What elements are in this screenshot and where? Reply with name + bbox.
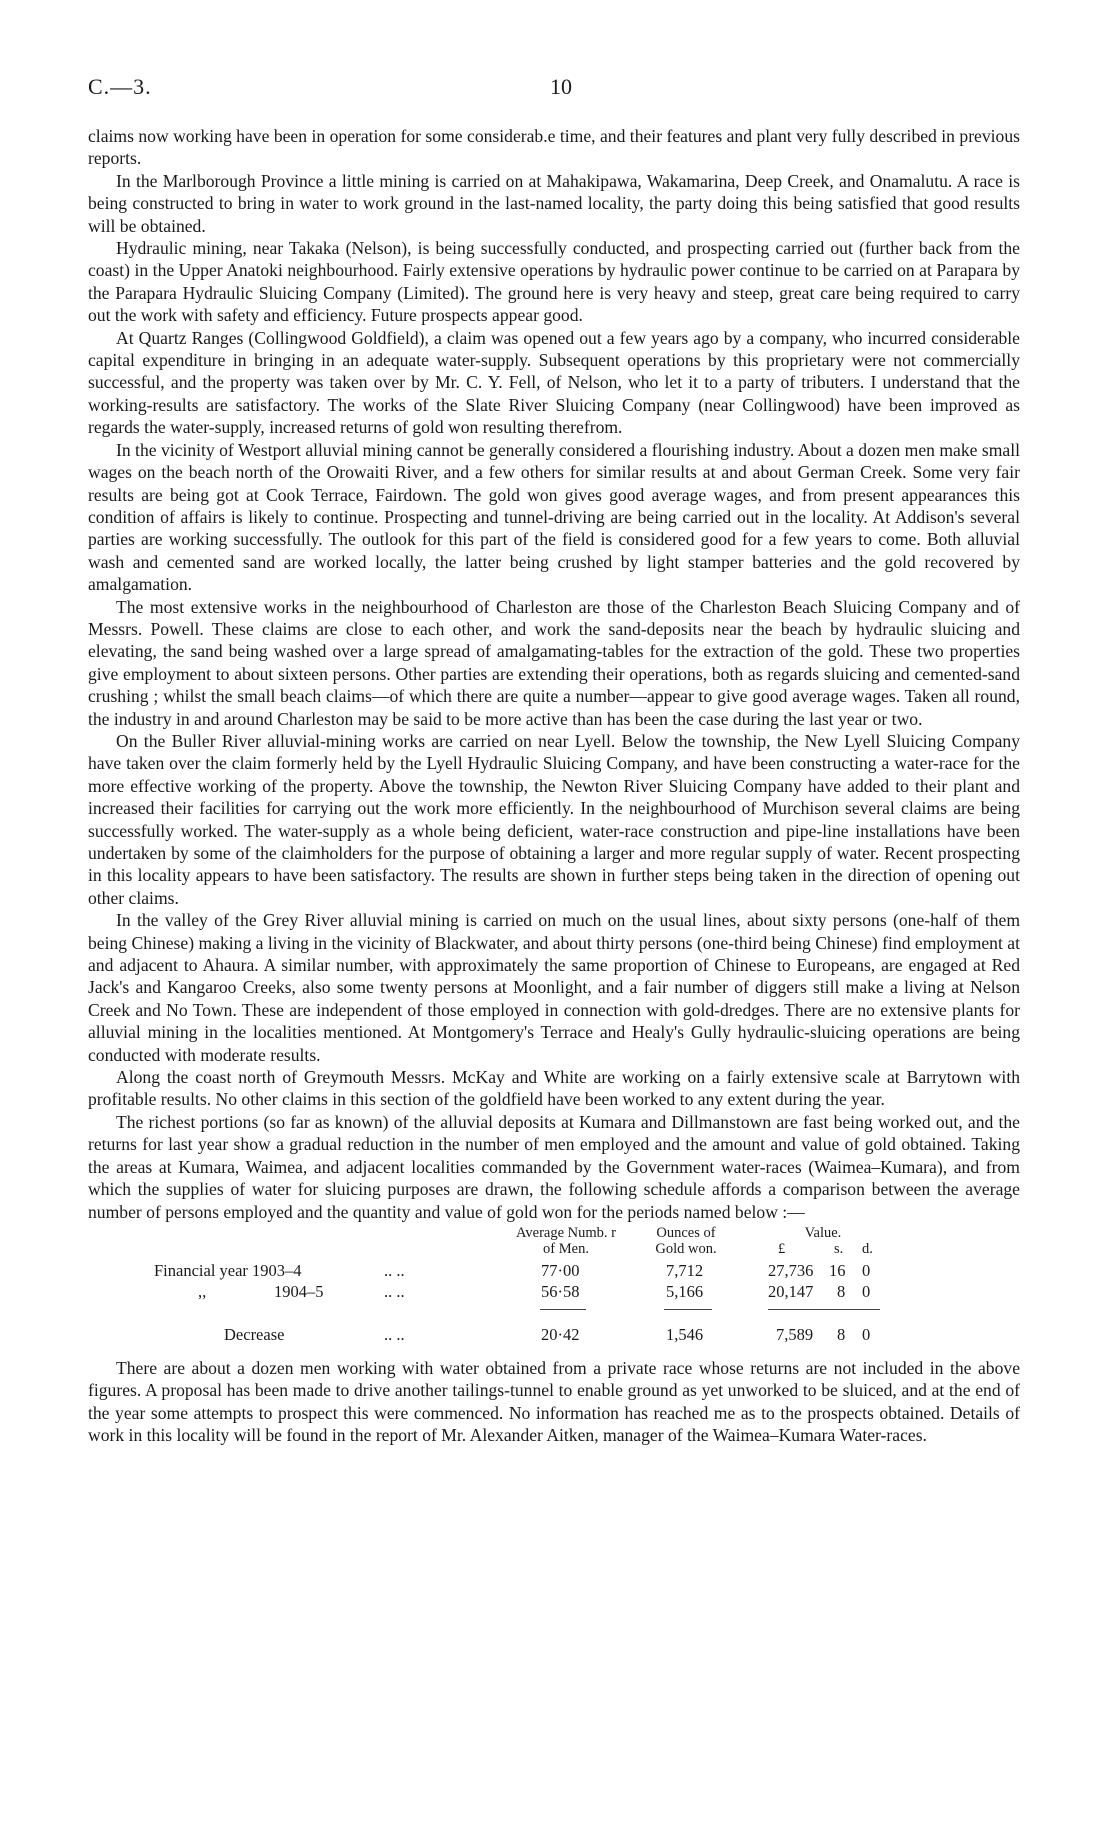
cell-pence: 0 [862, 1260, 871, 1280]
paragraph: In the Marlborough Province a little mining is carried on at Mahakipawa, Wakamarina, Deep Creek, and Onamalutu. A race is being constructed to bring in water to work ground in the last-named locality, the party doing this being satisfied that good results will be obtained. [88, 170, 1020, 236]
header-gold [636, 1225, 736, 1257]
cell-pounds: 7,589 [776, 1324, 814, 1344]
cell-pence: 0 [862, 1324, 871, 1344]
paragraph: The richest portions (so far as known) of the alluvial deposits at Kumara and Dillmanstown are fast being worked out, and the returns for last year show a gradual reduction in the number of men employed and the amount and value of gold obtained. Taking the areas at Kumara, Waimea, and adjacent localities commanded by the Government water-races (Waimea–Kumara), and from which the supplies of water for sluicing purposes are drawn, the following schedule affords a comparison between the average number of persons employed and the quantity and value of gold won for the periods named below :— [88, 1111, 1020, 1222]
header-gold-line1: Ounces of [656, 1224, 716, 1241]
header-shillings: s. [834, 1240, 844, 1257]
header-men-line2: of Men. [543, 1240, 589, 1257]
cell-shillings: 8 [837, 1281, 846, 1301]
header-gold-line2: Gold won. [655, 1240, 717, 1257]
cell-shillings: 16 [829, 1260, 846, 1280]
cell-men: 77·00 [541, 1260, 580, 1280]
cell-men: 20·42 [541, 1324, 580, 1344]
header-men-line1: Average Numb. r [516, 1224, 616, 1241]
leader-dots: .. .. [384, 1324, 405, 1344]
section-code: C.—3. [88, 74, 152, 99]
paragraph: claims now working have been in operation for some considerab.e time, and their features and plant very fully described in previous reports. [88, 126, 1020, 169]
total-rule [664, 1309, 712, 1310]
cell-gold: 7,712 [666, 1260, 704, 1280]
paragraph: On the Buller River alluvial-mining works are carried on near Lyell. Below the township, the New Lyell Sluicing Company have taken over the claim formerly held by the Lyell Hydraulic Sluicing Company, and have been constructing a water-race for the more effective working of the property. Above the township, the Newton River Sluicing Company have added to their plant and increased their facilities for carrying out the work more efficiently. In the neighbourhood of Murchison several claims are being successfully worked. The water-supply as a whole being deficient, water-race construction and pipe-line installations have been undertaken by some of the claimholders for the purpose of obtaining a larger and more regular supply of water. Recent prospecting in this locality appears to have been satisfactory. The results are shown in further steps being taken in the direction of opening out other claims. [88, 730, 1020, 908]
header-pence: d. [862, 1240, 873, 1257]
paragraph: There are about a dozen men working with water obtained from a private race whose returns are not included in the above figures. A proposal has been made to drive another tailings-tunnel to enable ground as yet unworked to be sluiced, and at the end of the year some attempts to prospect this were commenced. No information has reached me as to the prospects obtained. Details of work in this locality will be found in the report of Mr. Alexander Aitken, manager of the Waimea–Kumara Water-races. [88, 1357, 1020, 1446]
paragraph: At Quartz Ranges (Collingwood Goldfield), a claim was opened out a few years ago by a company, who incurred considerable capital expenditure in bringing in an adequate water-supply. Subsequent operations by this proprietary were not commercially successful, and the property was taken over by Mr. C. Y. Fell, of Nelson, who let it to a party of tributers. I understand that the working-results are satisfactory. The works of the Slate River Sluicing Company (near Collingwood) have been improved as regards the water-supply, increased returns of gold won resulting therefrom. [88, 327, 1020, 438]
cell-shillings: 8 [837, 1324, 846, 1344]
cell-pounds: 27,736 [768, 1260, 814, 1280]
paragraph: Hydraulic mining, near Takaka (Nelson), is being successfully conducted, and prospecting carried out (further back from the coast) in the Upper Anatoki neighbourhood. Fairly extensive operations by hydraulic power continue to be carried on at Parapara by the Parapara Hydraulic Sluicing Company (Limited). The ground here is very heavy and steep, great care being required to carry out the work with safety and efficiency. Future prospects appear good. [88, 238, 1020, 326]
cell-pounds: 20,147 [768, 1281, 814, 1301]
paragraph: In the vicinity of Westport alluvial mining cannot be generally considered a flourishing industry. About a dozen men make small wages on the beach north of the Orowaiti River, and a few others for similar results at and about German Creek. Some very fair results are being got at Cook Terrace, Fairdown. The gold won gives good average wages, and from present appearances this condition of affairs is likely to continue. Prospecting and tunnel-driving are being carried out in the locality. At Addison's several parties are working successfully. The outlook for this part of the field is considered good for a few years to come. Both alluvial wash and cemented sand are worked locally, the latter being crushed by light stamper batteries and the gold recovered by amalgamation. [88, 439, 1020, 595]
table-row-label: 1904–5 [274, 1281, 324, 1301]
header-men [506, 1225, 626, 1257]
gold-returns-table [88, 1223, 1020, 1357]
leader-dots: .. .. [384, 1281, 405, 1301]
page-number: 10 [550, 74, 572, 99]
cell-men: 56·58 [541, 1281, 580, 1301]
paragraph: Along the coast north of Greymouth Messrs. McKay and White are working on a fairly extensive scale at Barrytown with profitable results. No other claims in this section of the goldfield have been worked to any extent during the year. [88, 1067, 1020, 1110]
cell-pence: 0 [862, 1281, 871, 1301]
paragraph: The most extensive works in the neighbourhood of Charleston are those of the Charleston Beach Sluicing Company and of Messrs. Powell. These claims are close to each other, and work the sand-deposits near the beach by hydraulic sluicing and elevating, the sand being washed over a large spread of amalgamating-tables for the extraction of the gold. These two properties give employment to about sixteen persons. Other parties are extending their operations, both as regards sluicing and cemented-sand crushing ; whilst the small beach claims—of which there are quite a number—appear to give good average wages. Taken all round, the industry in and around Charleston may be said to be more active than has been the case during the last year or two. [88, 596, 1020, 729]
leader-dots: .. .. [384, 1260, 405, 1280]
total-rule [768, 1309, 880, 1310]
header-pounds: £ [778, 1240, 786, 1257]
ditto-mark: ,, [198, 1281, 207, 1301]
header-value: Value. [804, 1224, 842, 1241]
paragraph: In the valley of the Grey River alluvial mining is carried on much on the usual lines, about sixty persons (one-half of them being Chinese) making a living in the vicinity of Blackwater, and about thirty persons (one-third being Chinese) find employment at and adjacent to Ahaura. A similar number, with approximately the same proportion of Chinese to Europeans, are engaged at Red Jack's and Kangaroo Creeks, also some twenty persons at Moonlight, and a fair number of diggers still make a living at Nelson Creek and No Town. These are independent of those employed in connection with gold-dredges. There are no extensive plants for alluvial mining in the localities mentioned. At Montgomery's Terrace and Healy's Gully hydraulic-sluicing operations are being conducted with moderate results. [88, 910, 1020, 1065]
page-header [88, 74, 1028, 98]
body-text [88, 125, 1020, 1447]
decrease-label: Decrease [224, 1324, 285, 1344]
total-rule [540, 1309, 586, 1310]
cell-gold: 1,546 [666, 1324, 704, 1344]
table-row-label: Financial year 1903–4 [154, 1260, 302, 1280]
cell-gold: 5,166 [666, 1281, 704, 1301]
